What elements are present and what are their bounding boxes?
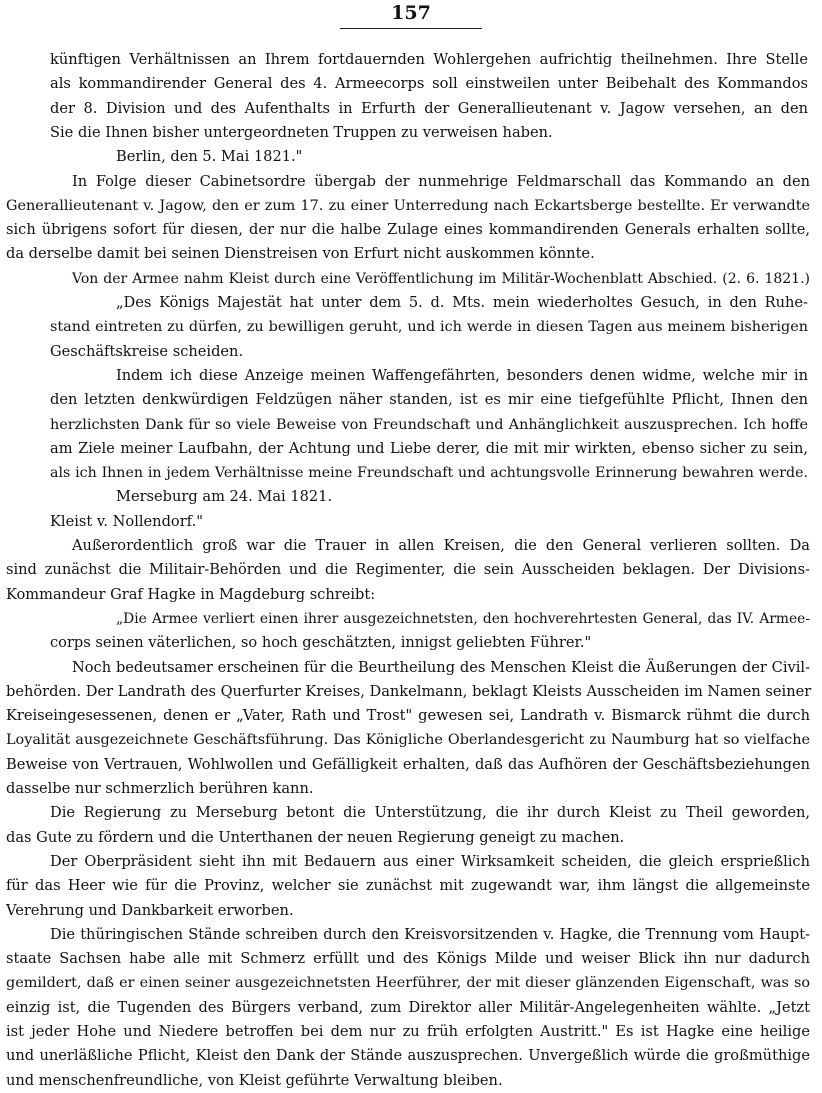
text-line: Berlin, den 5. Mai 1821." [116, 148, 303, 166]
text-line: Beweise von Vertrauen, Wohlwollen und Gefälligkeit erhalten, daß das Aufhören der Geschäftsbeziehungen [6, 755, 810, 773]
text-line: Kommandeur Graf Hagke in Magdeburg schreibt: [6, 585, 376, 603]
text-line: als kommandirender General des 4. Armeecorps soll einstweilen unter Beibehalt des Kommandos [50, 75, 808, 93]
text-line: Indem ich diese Anzeige meinen Waffengefährten, besonders denen widme, welche mir in [116, 366, 808, 384]
text-line: und unerläßliche Pflicht, Kleist den Dank der Stände auszusprechen. Unvergeßlich würde die großmüthige [6, 1047, 810, 1065]
text-line: einzig ist, die Tugenden des Bürgers verband, zum Direktor aller Militär-Angelegenheiten wählte. „Jetzt [6, 998, 810, 1016]
text-line: Geschäftskreise scheiden. [50, 342, 244, 360]
text-line: Kleist v. Nollendorf." [50, 512, 203, 530]
text-line: staate Sachsen habe alle mit Schmerz erfüllt und des Königs Milde und weiser Blick ihn nur dadurch [6, 950, 810, 968]
text-line: behörden. Der Landrath des Querfurter Kreises, Dankelmann, beklagt Kleists Ausscheiden im Namen seiner [6, 682, 812, 700]
text-line: In Folge dieser Cabinetsordre übergab der nunmehrige Feldmarschall das Kommando an den [72, 172, 810, 190]
text-line: da derselbe damit bei seinen Dienstreisen von Erfurt nicht auskommen könnte. [6, 245, 595, 263]
text-line: Außerordentlich groß war die Trauer in allen Kreisen, die den General verlieren sollten. Da [72, 537, 810, 554]
text-line: „Die Armee verliert einen ihrer ausgezeichnetsten, den hochverehrtesten General, das IV. Armee- [116, 610, 810, 627]
text-line: herzlichsten Dank für so viele Beweise von Freundschaft und Anhänglichkeit auszusprechen. Ich hoffe [50, 416, 808, 433]
text-line: sich übrigens sofort für diesen, der nur die halbe Zulage eines kommandirenden Generals erhalten sollte, [6, 221, 810, 239]
header-rule [340, 28, 482, 29]
text-line: Kreiseingesessenen, denen er „Vater, Rath und Trost" gewesen sei, Landrath v. Bismarck rühmt die durch [6, 707, 810, 725]
text-line: gemildert, daß er einen seiner ausgezeichnetsten Heerführer, der mit dieser glänzenden Eigenschaft, was so [6, 975, 810, 992]
text-line: Sie die Ihnen bisher untergeordneten Truppen zu verweisen haben. [50, 123, 553, 141]
text-line: und menschenfreundliche, von Kleist geführte Verwaltung bleiben. [6, 1071, 503, 1089]
text-line: für das Heer wie für die Provinz, welcher sie zunächst mit zugewandt war, ihm längst die allgemeinste [6, 877, 810, 895]
text-line: Von der Armee nahm Kleist durch eine Veröffentlichung im Militär-Wochenblatt Abschied. (2. 6. 1821.) [72, 270, 810, 287]
text-line: Verehrung und Dankbarkeit erworben. [6, 901, 294, 919]
text-line: künftigen Verhältnissen an Ihrem fortdauernden Wohlergehen aufrichtig theilnehmen. Ihre Stelle [50, 51, 808, 68]
text-line: der 8. Division und des Aufenthalts in Erfurth der Generallieutenant v. Jagow versehen, an den [50, 99, 808, 117]
text-line: Die Regierung zu Merseburg betont die Unterstützung, die ihr durch Kleist zu Theil geworden, [50, 804, 810, 822]
text-line: Noch bedeutsamer erscheinen für die Beurtheilung des Menschen Kleist die Äußerungen der Civil- [72, 658, 810, 676]
text-line: den letzten denkwürdigen Feldzügen näher standen, ist es mir eine tiefgefühlte Pflicht, Ihnen den [50, 391, 808, 409]
text-line: das Gute zu fördern und die Unterthanen der neuen Regierung geneigt zu machen. [6, 828, 625, 846]
page-number: 157 [391, 2, 431, 24]
text-line: Der Oberpräsident sieht ihn mit Bedauern aus einer Wirksamkeit scheiden, die gleich ersprießlich [50, 852, 810, 870]
text-line: sind zunächst die Militair-Behörden und die Regimenter, die sein Ausscheiden beklagen. Der Divisions- [6, 561, 810, 579]
text-line: Merseburg am 24. Mai 1821. [116, 488, 333, 506]
text-line: Generallieutenant v. Jagow, den er zum 17. zu einer Unterredung nach Eckartsberge bestellte. Er verwandte [6, 197, 810, 214]
text-line: Die thüringischen Stände schreiben durch den Kreisvorsitzenden v. Hagke, die Trennung vom Haupt- [50, 925, 810, 943]
text-line: Loyalität ausgezeichnete Geschäftsführung. Das Königliche Oberlandesgericht zu Naumburg hat so vielfache [6, 732, 810, 749]
text-line: am Ziele meiner Laufbahn, der Achtung und Liebe derer, die mit mir wirkten, ebenso sicher zu sein, [50, 439, 808, 457]
text-line: dasselbe nur schmerzlich berühren kann. [6, 780, 314, 797]
text-line: stand eintreten zu dürfen, zu bewilligen geruht, und ich werde in diesen Tagen aus meinem bisherigen [50, 319, 808, 336]
text-line: „Des Königs Majestät hat unter dem 5. d. Mts. mein wiederholtes Gesuch, in den Ruhe- [116, 294, 808, 311]
text-line: ist jeder Hohe und Niedere betroffen bei dem nur zu früh erfolgten Austritt." Es ist Hagke eine heilige [6, 1023, 810, 1040]
text-line: corps seinen väterlichen, so hoch geschätzten, innigst geliebten Führer." [50, 634, 592, 652]
text-line: als ich Ihnen in jedem Verhältnisse meine Freundschaft und achtungsvolle Erinnerung bewahren werde. [50, 465, 808, 482]
